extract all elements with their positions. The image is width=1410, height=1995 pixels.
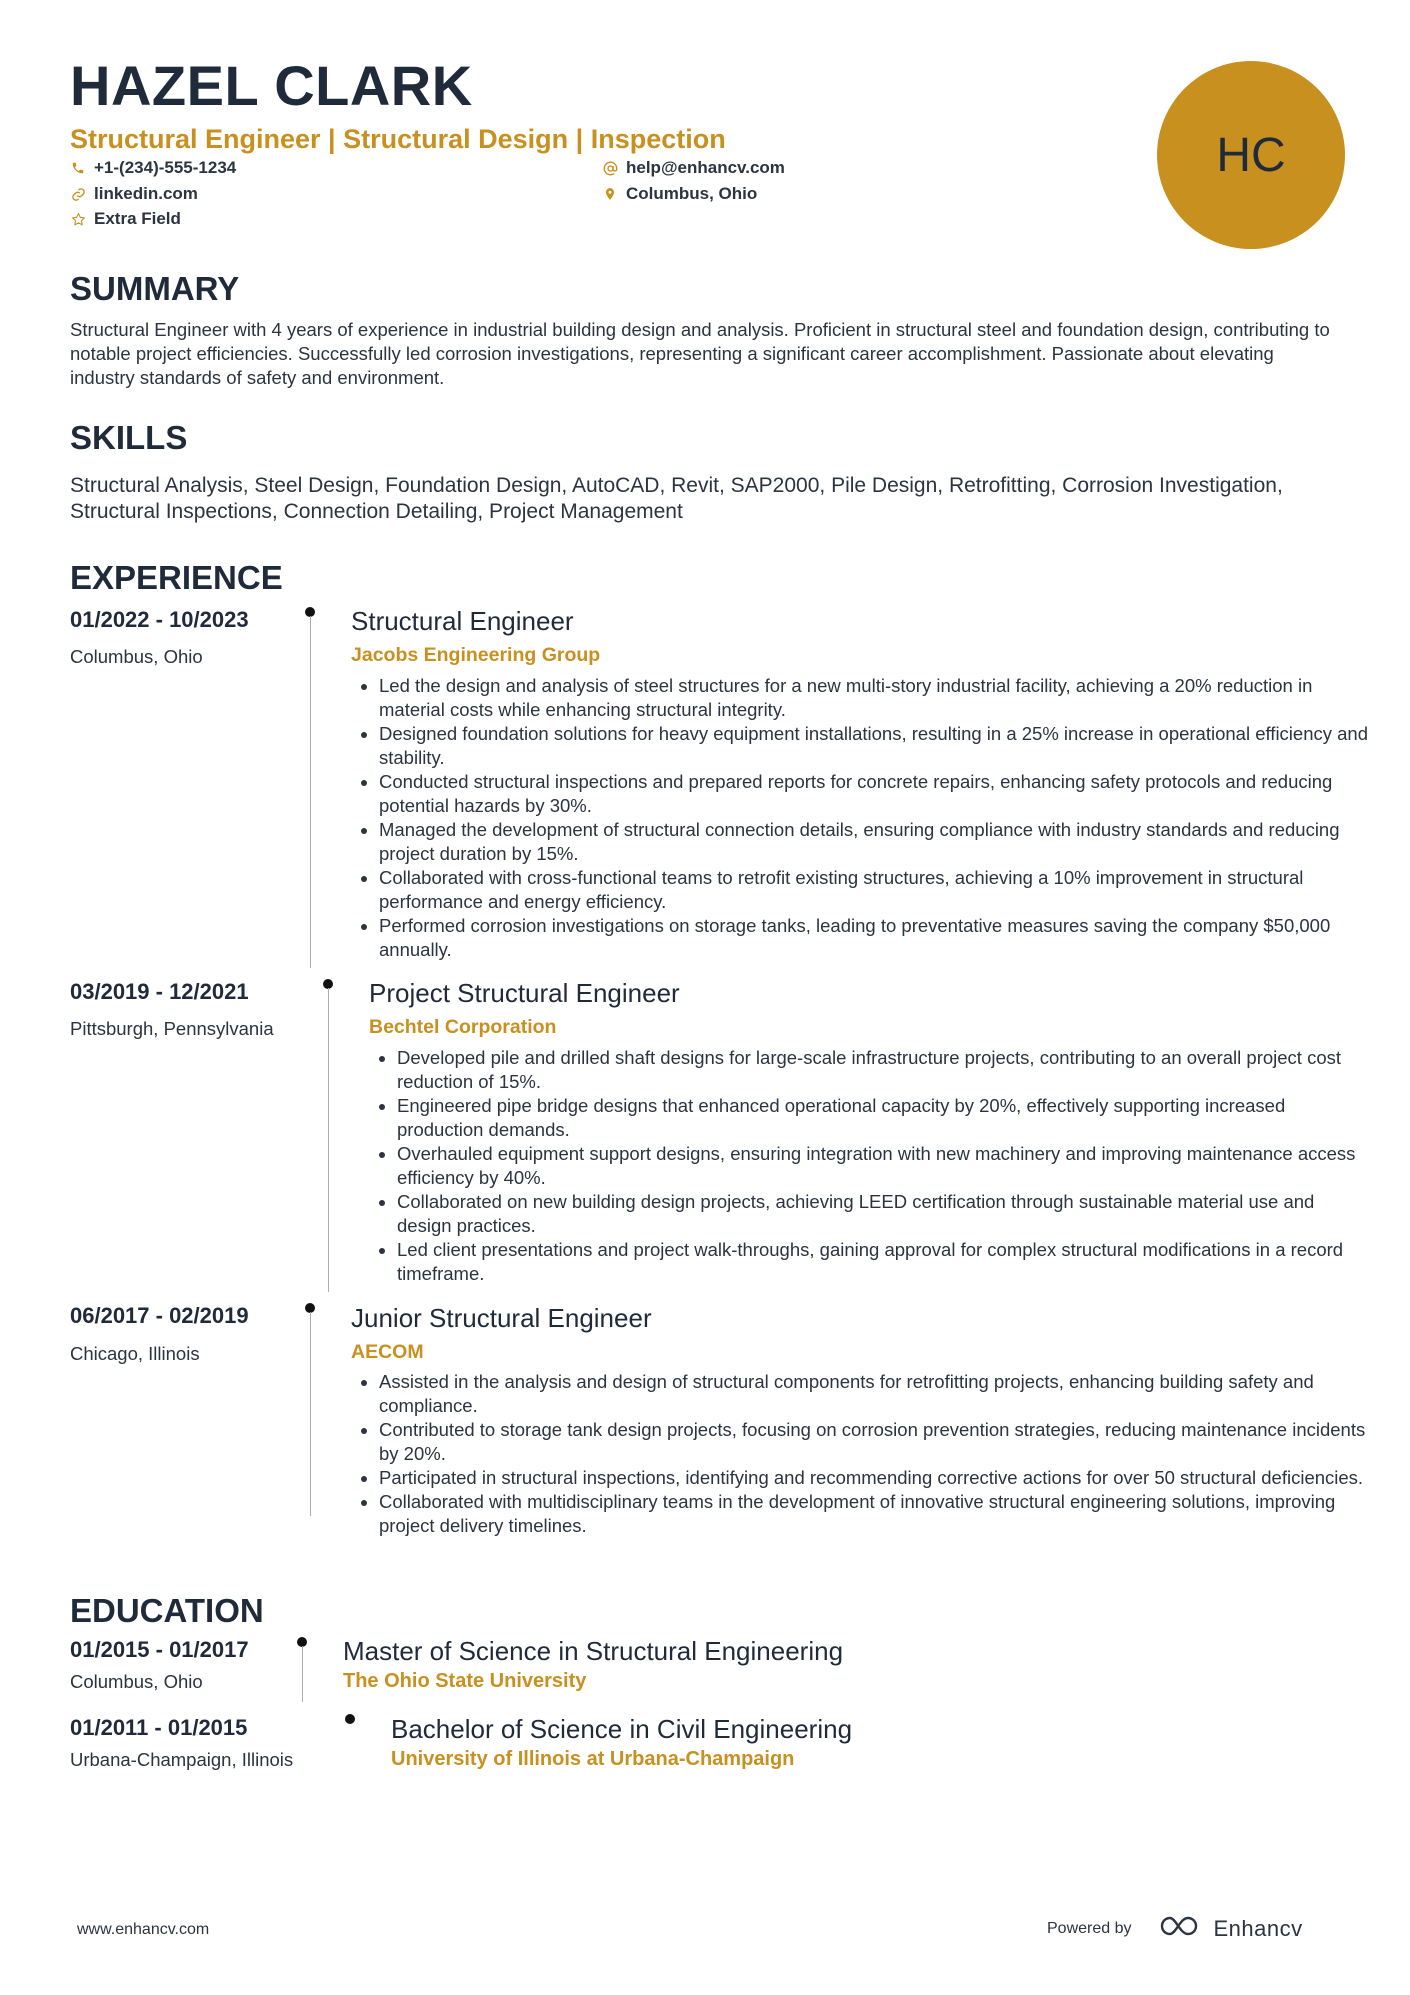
job-1-company: Jacobs Engineering Group — [351, 644, 601, 666]
location-text: Columbus, Ohio — [626, 184, 758, 203]
star-icon — [70, 211, 86, 227]
job-2-title: Project Structural Engineer — [369, 978, 680, 1008]
timeline-line — [328, 988, 329, 1292]
avatar — [1157, 61, 1345, 249]
contact-extra — [70, 209, 181, 229]
edu-1-dates: 01/2015 - 01/2017 — [70, 1637, 249, 1662]
contact-email — [602, 158, 785, 178]
map-pin-icon — [602, 186, 618, 202]
list-item: • Collaborated with multidisciplinary teams in the development of innovative structural engineering solutions, improving project delivery timelines. — [379, 1490, 1371, 1538]
edu-2-school: University of Illinois at Urbana-Champaign — [391, 1748, 795, 1770]
link-icon — [70, 186, 86, 202]
timeline-line — [302, 1646, 303, 1702]
job-3-bullets — [351, 1370, 1371, 1538]
footer-website[interactable]: www.enhancv.com — [77, 1921, 210, 1938]
edu-2-degree: Bachelor of Science in Civil Engineering — [391, 1714, 853, 1744]
avatar-initials: HC — [1216, 128, 1286, 182]
extra-text: Extra Field — [94, 209, 181, 228]
timeline-line — [310, 1312, 311, 1516]
job-1-bullets — [351, 674, 1371, 962]
footer-branding — [1047, 1914, 1303, 1944]
phone-icon — [70, 160, 86, 176]
contact-location — [602, 184, 757, 204]
email-text[interactable]: help@enhancv.com — [626, 158, 785, 177]
powered-by-text: Powered by — [1047, 1920, 1132, 1937]
contact-phone — [70, 158, 236, 178]
skills-heading: SKILLS — [70, 419, 188, 456]
experience-heading: EXPERIENCE — [70, 559, 283, 596]
edu-1-location: Columbus, Ohio — [70, 1671, 203, 1692]
brand-logo[interactable] — [1158, 1914, 1303, 1944]
job-3-company: AECOM — [351, 1341, 424, 1363]
list-item: • Developed pile and drilled shaft designs for large-scale infrastructure projects, contributing to an overall project cost reduction of 15%. — [397, 1046, 1371, 1094]
candidate-name: HAZEL CLARK — [70, 54, 473, 117]
job-3-title: Junior Structural Engineer — [351, 1303, 652, 1333]
linkedin-text[interactable]: linkedin.com — [94, 184, 198, 203]
job-1-location: Columbus, Ohio — [70, 646, 203, 667]
education-heading: EDUCATION — [70, 1592, 264, 1629]
job-3-dates: 06/2017 - 02/2019 — [70, 1303, 249, 1328]
enhancv-logo-icon — [1158, 1914, 1204, 1944]
brand-name: Enhancv — [1213, 1916, 1303, 1941]
phone-text[interactable]: +1-(234)-555-1234 — [94, 158, 237, 177]
edu-2-dates: 01/2011 - 01/2015 — [70, 1715, 248, 1740]
list-item: • Managed the development of structural connection details, ensuring compliance with industry standards and reducing project duration by 15%. — [379, 818, 1371, 866]
summary-text: Structural Engineer with 4 years of experience in industrial building design and analysis. Proficient in structural steel and foundation design, contributing to notable project efficiencies. Successfully led corrosion investigations, representing a significant career accomplishment. Passionate about elevating industry standards of safety and environment. — [70, 319, 1330, 388]
list-item: • Contributed to storage tank design projects, focusing on corrosion prevention strategies, reducing maintenance incidents by 20%. — [379, 1418, 1371, 1466]
job-2-bullets — [369, 1046, 1371, 1286]
timeline-dot — [345, 1714, 355, 1724]
list-item: • Designed foundation solutions for heavy equipment installations, resulting in a 25% increase in operational efficiency and stability. — [379, 722, 1371, 770]
at-icon — [602, 160, 618, 176]
list-item: • Conducted structural inspections and prepared reports for concrete repairs, enhancing safety protocols and reducing potential hazards by 30%. — [379, 770, 1371, 818]
list-item: • Collaborated on new building design projects, achieving LEED certification through sustainable material use and design practices. — [397, 1190, 1371, 1238]
contact-linkedin — [70, 184, 198, 204]
job-1-title: Structural Engineer — [351, 606, 574, 636]
edu-1-school: The Ohio State University — [343, 1670, 587, 1692]
list-item: • Overhauled equipment support designs, ensuring integration with new machinery and improving maintenance access efficiency by 40%. — [397, 1142, 1371, 1190]
skills-text: Structural Analysis, Steel Design, Foundation Design, AutoCAD, Revit, SAP2000, Pile Design, Retrofitting, Corrosion Investigation, Structural Inspections, Connection Detailing, Project Management — [70, 474, 1283, 523]
job-3-location: Chicago, Illinois — [70, 1343, 200, 1364]
job-1-dates: 01/2022 - 10/2023 — [70, 607, 249, 632]
job-2-location: Pittsburgh, Pennsylvania — [70, 1018, 274, 1039]
list-item: • Led the design and analysis of steel structures for a new multi-story industrial facility, achieving a 20% reduction in material costs while enhancing structural integrity. — [379, 674, 1371, 722]
list-item: • Led client presentations and project walk-throughs, gaining approval for complex structural modifications in a record timeframe. — [397, 1238, 1371, 1286]
list-item: • Participated in structural inspections, identifying and recommending corrective actions for over 50 structural deficiencies. — [379, 1466, 1371, 1490]
summary-heading: SUMMARY — [70, 270, 240, 307]
edu-2-location: Urbana-Champaign, Illinois — [70, 1749, 294, 1770]
timeline-line — [310, 616, 311, 968]
list-item: • Engineered pipe bridge designs that enhanced operational capacity by 20%, effectively supporting increased production demands. — [397, 1094, 1371, 1142]
list-item: • Performed corrosion investigations on storage tanks, leading to preventative measures saving the company $50,000 annually. — [379, 914, 1371, 962]
list-item: • Assisted in the analysis and design of structural components for retrofitting projects, enhancing building safety and compliance. — [379, 1370, 1371, 1418]
headline: Structural Engineer | Structural Design | Inspection — [70, 124, 726, 154]
list-item: • Collaborated with cross-functional teams to retrofit existing structures, achieving a 10% improvement in structural performance and energy efficiency. — [379, 866, 1371, 914]
edu-1-degree: Master of Science in Structural Engineering — [343, 1636, 844, 1666]
job-2-dates: 03/2019 - 12/2021 — [70, 979, 249, 1004]
job-2-company: Bechtel Corporation — [369, 1016, 557, 1038]
